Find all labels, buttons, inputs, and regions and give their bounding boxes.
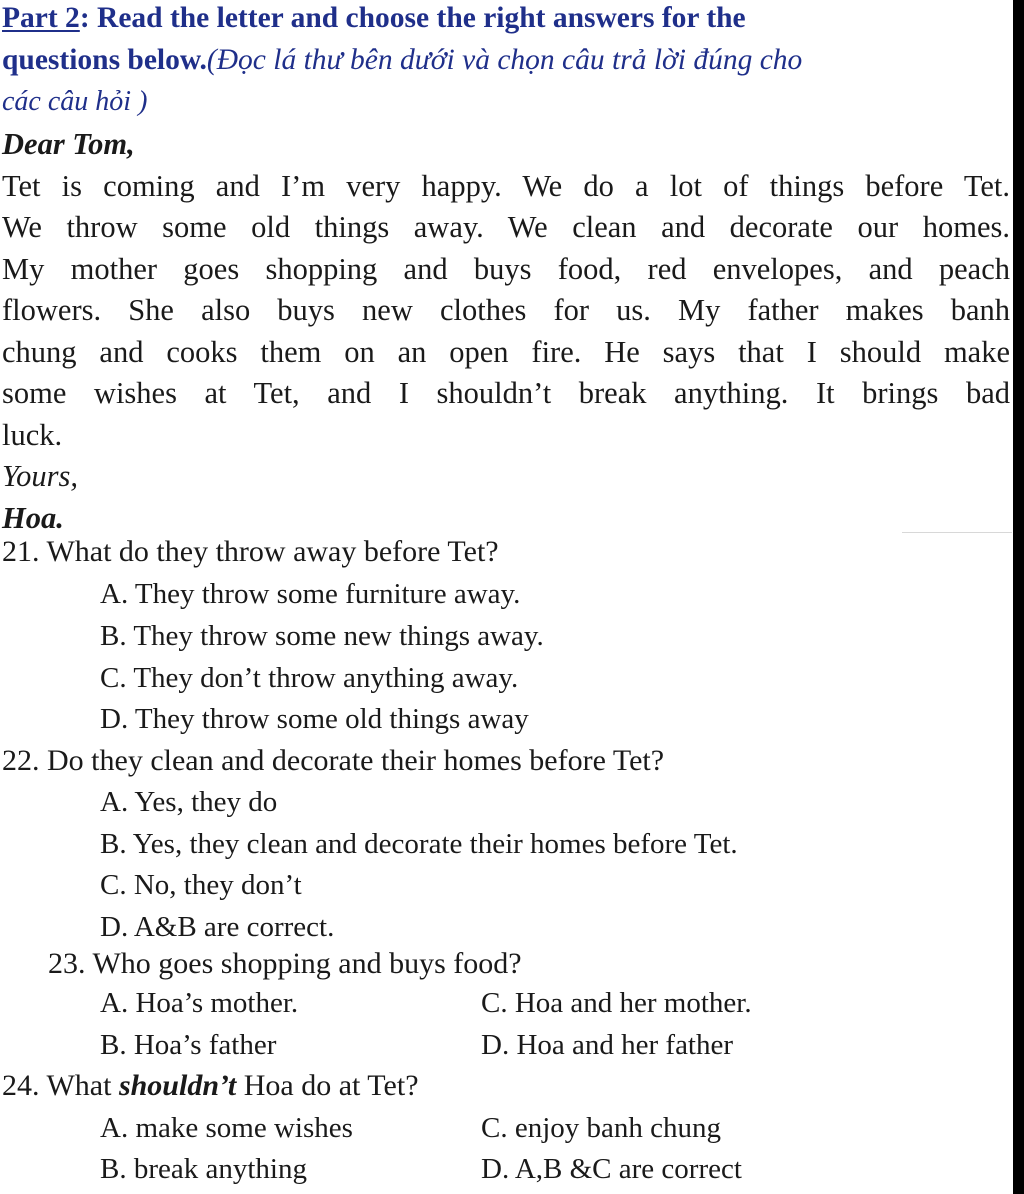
letter-line-6: some wishes at Tet, and I shouldn’t break anything. It brings bad xyxy=(2,376,1010,410)
letter-line-5: chung and cooks them on an open fire. He says that I should make xyxy=(2,335,1010,369)
question-23-option-a[interactable]: A. Hoa’s mother. xyxy=(100,987,299,1019)
question-24 xyxy=(2,1068,419,1104)
letter-line-1: Tet is coming and I’m very happy. We do a lot of things before Tet. xyxy=(2,169,1010,203)
part-heading-line-1 xyxy=(2,0,746,36)
question-23-option-b[interactable]: B. Hoa’s father xyxy=(100,1029,277,1061)
part-label: Part 2 xyxy=(2,2,80,34)
part-heading-line-2 xyxy=(2,42,802,78)
question-21: 21. What do they throw away before Tet? xyxy=(2,535,499,568)
heading-translation: (Đọc lá thư bên dưới và chọn câu trả lời đúng cho xyxy=(206,44,803,76)
question-22-option-a[interactable]: A. Yes, they do xyxy=(100,786,278,818)
letter-closing: Yours, xyxy=(2,459,79,493)
letter-signature: Hoa. xyxy=(2,501,64,535)
faint-rule xyxy=(902,532,1012,533)
letter-line-4: flowers. She also buys new clothes for us. My father makes banh xyxy=(2,293,1010,327)
question-21-option-b[interactable]: B. They throw some new things away. xyxy=(100,620,544,652)
letter-salutation: Dear Tom, xyxy=(2,127,135,161)
question-23-option-d[interactable]: D. Hoa and her father xyxy=(481,1029,734,1061)
question-22-option-b[interactable]: B. Yes, they clean and decorate their homes before Tet. xyxy=(100,828,738,860)
question-24-text-start: 24. What xyxy=(2,1069,119,1102)
page-edge-bar xyxy=(1013,0,1024,1194)
question-21-option-d[interactable]: D. They throw some old things away xyxy=(100,703,529,735)
question-22: 22. Do they clean and decorate their homes before Tet? xyxy=(2,744,665,777)
heading-translation-cont: các câu hỏi ) xyxy=(2,86,148,117)
question-24-option-c[interactable]: C. enjoy banh chung xyxy=(481,1112,722,1144)
question-23-option-c[interactable]: C. Hoa and her mother. xyxy=(481,987,752,1019)
letter-line-2: We throw some old things away. We clean and decorate our homes. xyxy=(2,210,1010,244)
question-24-emphasis: shouldn’t xyxy=(118,1069,237,1102)
question-24-option-a[interactable]: A. make some wishes xyxy=(100,1112,353,1144)
question-23: 23. Who goes shopping and buys food? xyxy=(48,947,522,980)
question-21-option-a[interactable]: A. They throw some furniture away. xyxy=(100,578,521,610)
heading-instruction: : Read the letter and choose the right answers for the xyxy=(79,2,746,34)
question-24-option-b[interactable]: B. break anything xyxy=(100,1153,307,1185)
letter-line-3: My mother goes shopping and buys food, red envelopes, and peach xyxy=(2,252,1010,286)
heading-instruction-cont: questions below. xyxy=(2,44,207,76)
question-22-option-c[interactable]: C. No, they don’t xyxy=(100,869,302,901)
question-24-text-end: Hoa do at Tet? xyxy=(236,1069,419,1102)
question-24-option-d[interactable]: D. A,B &C are correct xyxy=(481,1153,742,1185)
question-22-option-d[interactable]: D. A&B are correct. xyxy=(100,911,335,943)
letter-line-7: luck. xyxy=(2,418,63,452)
question-21-option-c[interactable]: C. They don’t throw anything away. xyxy=(100,662,519,694)
